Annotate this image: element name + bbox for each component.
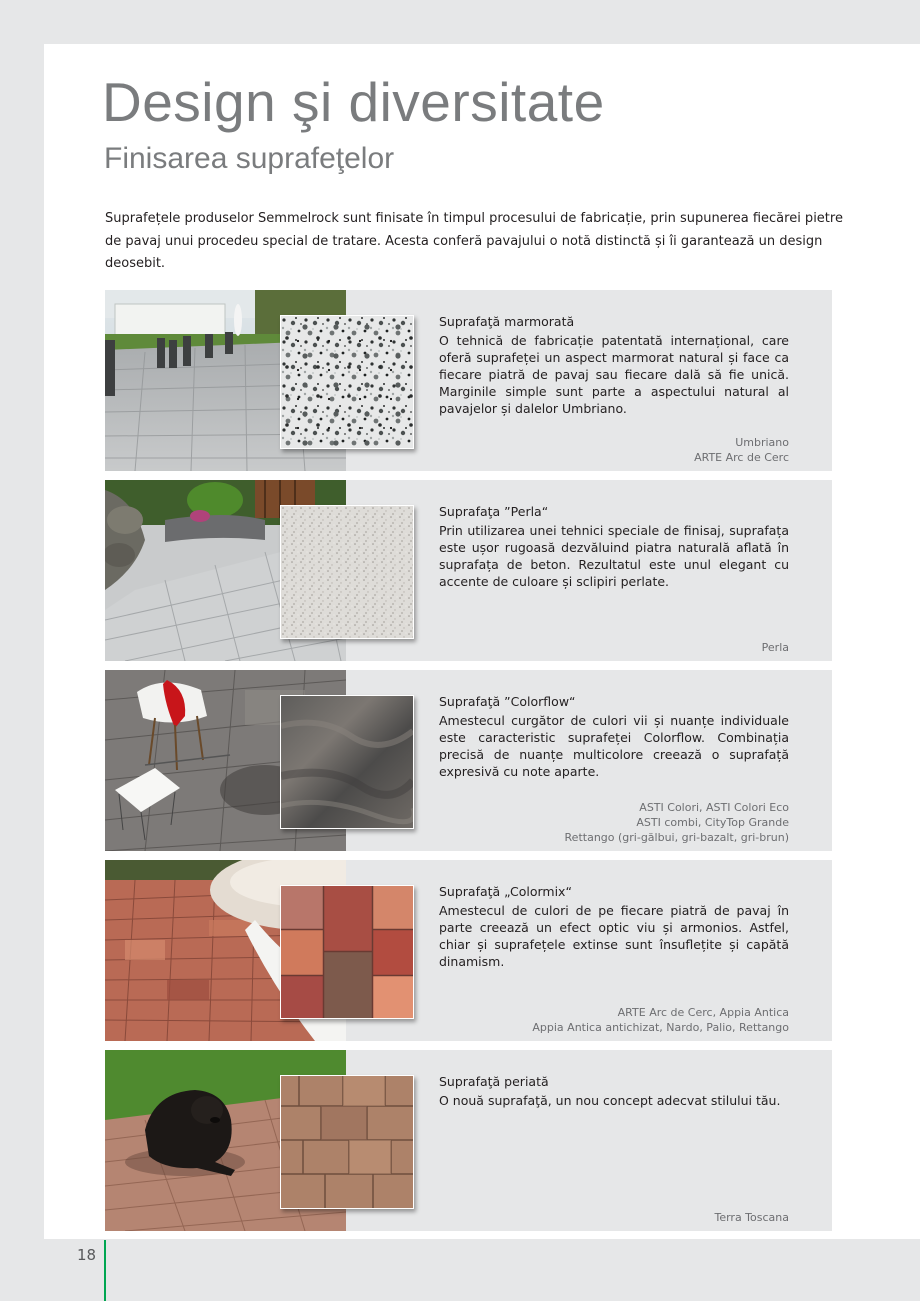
finish-description: Prin utilizarea unei tehnici speciale de finisaj, suprafața este ușor rugoasă dezvăluind piatra naturală aflată în suprafața de beton. Rezultatul este unul elegant cu accente de culoare și sclipiri perlate. — [439, 523, 789, 589]
finish-description: O nouă suprafaţă, un nou concept adecvat stilului tău. — [439, 1093, 781, 1108]
product-line: Rettango (gri-gălbui, gri-bazalt, gri-brun) — [564, 831, 789, 844]
product-line: ASTI Colori, ASTI Colori Eco — [639, 801, 789, 814]
finish-title: Suprafaţă ”Colorflow“ — [439, 694, 576, 709]
product-line: Perla — [761, 641, 789, 654]
finish-title: Suprafaţa ”Perla“ — [439, 504, 549, 519]
colorflow-surface-swatch — [280, 695, 414, 829]
page-subtitle: Finisarea suprafeţelor — [104, 142, 395, 175]
finish-card-perla — [105, 480, 832, 661]
product-line: Appia Antica antichizat, Nardo, Palio, Rettango — [532, 1021, 789, 1034]
finish-products — [714, 1210, 789, 1225]
page-title: Design şi diversitate — [102, 71, 605, 133]
product-line: ASTI combi, CityTop Grande — [636, 816, 789, 829]
finish-products — [565, 800, 789, 845]
product-line: ARTE Arc de Cerc — [694, 451, 789, 464]
finish-title: Suprafaţă „Colormix“ — [439, 884, 572, 899]
finish-products — [694, 435, 789, 465]
product-line: ARTE Arc de Cerc, Appia Antica — [617, 1006, 789, 1019]
product-line: Umbriano — [735, 436, 789, 449]
finish-card-colormix — [105, 860, 832, 1041]
finish-description: Amestecul de culori de pe fiecare piatră de pavaj în parte creează un efect optic viu și armonios. Astfel, chiar și suprafețele extinse sunt însuflețite și capătă dinamism. — [439, 903, 789, 969]
finish-title: Suprafaţă periată — [439, 1074, 549, 1089]
finish-description: O tehnică de fabricație patentată internațional, care oferă suprafeței un aspect marmorat natural și face ca fiecare piatră de pavaj sau fiecare dală să fie unică. Marginile simple sunt parte a aspectului natural al pavajelor și dalelor Umbriano. — [439, 333, 789, 416]
finish-title: Suprafaţă marmorată — [439, 314, 575, 329]
brushed-surface-swatch — [280, 1075, 414, 1209]
finish-card-periata — [105, 1050, 832, 1231]
brochure-page — [44, 44, 920, 1239]
page-number: 18 — [77, 1246, 97, 1264]
finish-description: Amestecul curgător de culori vii și nuanțe individuale este caracteristic suprafeței Colorflow. Combinația precisă de nuanțe multicolore creează o suprafață expresivă cu note aparte. — [439, 713, 789, 779]
finish-card-marmorata — [105, 290, 832, 471]
page-number-rule — [104, 1240, 106, 1301]
intro-paragraph: Suprafețele produselor Semmelrock sunt finisate în timpul procesului de fabricație, prin supunerea fiecărei pietre de pavaj unui procedeu special de tratare. Acesta conferă pavajului o notă distinctă și îi garantează un design deosebit. — [105, 211, 843, 271]
perla-surface-swatch — [280, 505, 414, 639]
colormix-surface-swatch — [280, 885, 414, 1019]
finish-products — [762, 640, 789, 655]
marble-surface-swatch — [280, 315, 414, 449]
finish-card-colorflow — [105, 670, 832, 851]
finish-products — [532, 1005, 789, 1035]
product-line: Terra Toscana — [714, 1211, 789, 1224]
